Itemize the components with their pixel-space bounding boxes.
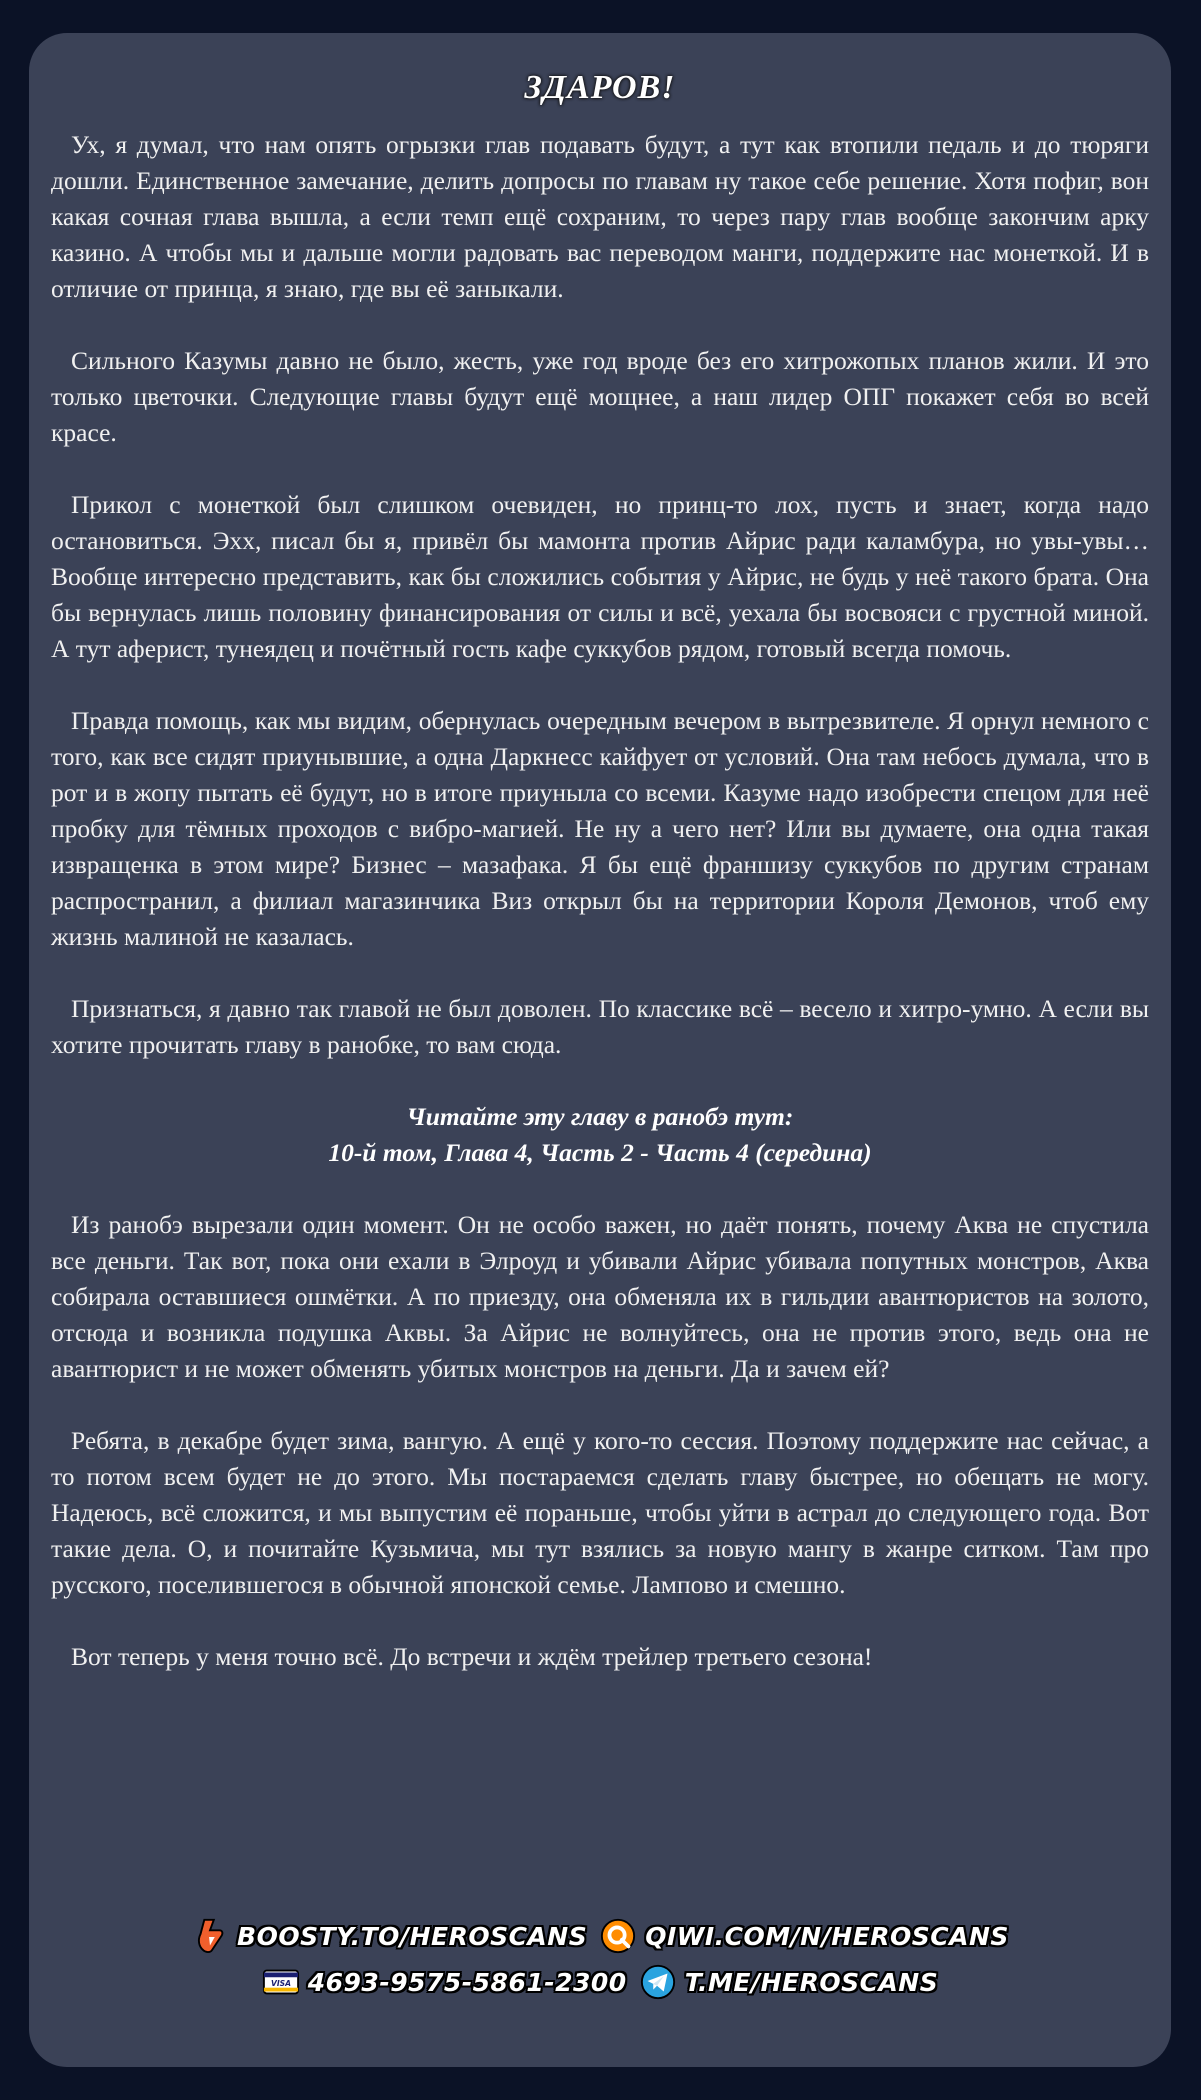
telegram-icon	[639, 1963, 677, 2001]
boosty-link[interactable]	[191, 1917, 587, 1955]
boosty-link-text: BOOSTY.TO/HEROSCANS	[237, 1921, 588, 1951]
notes-card	[29, 33, 1171, 2067]
qiwi-link-text: QIWI.COM/N/HEROSCANS	[645, 1921, 1009, 1951]
paragraph-december: Ребята, в декабре будет зима, вангую. А ещё у кого-то сессия. Поэтому поддержите нас сейчас, а то потом всем будет не до этого. Мы постараемся сделать главу быстрее, но обещать не могу. Надеюсь, всё сложится, и мы выпустим её пораньше, чтобы уйти в астрал до следующего года. Вот такие дела. О, и почитайте Кузьмича, мы тут взялись за новую мангу в жанре ситком. Там про русского, поселившегося в обычной японской семье. Лампово и смешно.	[51, 1426, 1149, 1599]
qiwi-link[interactable]	[599, 1917, 1009, 1955]
paragraph-cut-moment: Из ранобэ вырезали один момент. Он не особо важен, но даёт понять, почему Аква не спустила все деньги. Так вот, пока они ехали в Элроуд и убивали Айрис убивала попутных монстров, Аква собирала оставшиеся ошмётки. А по приезду, она обменяла их в гильдии авантюристов на золото, отсюда и возникла подушка Аквы. За Айрис не волнуйтесь, она не против этого, ведь она не авантюрист и не может обменять убитых монстров на деньги. Да и зачем ей?	[51, 1210, 1149, 1383]
support-links-row-1	[29, 1913, 1171, 1959]
visa-card-number: 4693-9575-5861-2300	[307, 1967, 627, 1997]
boosty-icon	[191, 1917, 229, 1955]
ranobe-reference-line-1: Читайте эту главу в ранобэ тут:	[406, 1102, 794, 1131]
visa-card-icon	[262, 1963, 300, 2001]
paragraph-outro: Вот теперь у меня точно всё. До встречи и ждём трейлер третьего сезона!	[71, 1642, 873, 1671]
paragraph-help: Правда помощь, как мы видим, обернулась очередным вечером в вытрезвителе. Я орнул немного с того, как все сидят приунывшие, а одна Даркнесс кайфует от условий. Она там небось думала, что в рот и в жопу пытать её будут, но в итоге приуныла со всеми. Казуме надо изобрести спецом для неё пробку для тёмных проходов с вибро-магией. Не ну а чего нет? Или вы думаете, она одна такая извращенка в этом мире? Бизнес – мазафака. Я бы ещё франшизу суккубов по другим странам распространил, а филиал магазинчика Виз открыл бы на территории Короля Демонов, чтоб ему жизнь малиной не казалась.	[51, 706, 1149, 951]
paragraph-kazuma: Сильного Казумы давно не было, жесть, уже год вроде без его хитрожопых планов жили. И это только цветочки. Следующие главы будут ещё мощнее, а наш лидер ОПГ покажет себя во всей красе.	[51, 346, 1149, 447]
telegram-link[interactable]	[639, 1963, 939, 2001]
visa-card-link[interactable]	[262, 1963, 627, 2001]
visa-card-icon-label: VISA	[270, 1978, 291, 1988]
page-title: ЗДАРОВ!	[524, 69, 676, 106]
paragraph-verdict: Признаться, я давно так главой не был доволен. По классике всё – весело и хитро-умно. А если вы хотите прочитать главу в ранобке, то вам сюда.	[51, 994, 1149, 1059]
support-links	[29, 1913, 1171, 2005]
support-links-row-2	[29, 1959, 1171, 2005]
telegram-link-text: T.ME/HEROSCANS	[684, 1967, 939, 1997]
qiwi-icon	[599, 1917, 637, 1955]
paragraph-coin: Прикол с монеткой был слишком очевиден, но принц-то лох, пусть и знает, когда надо остановиться. Эхх, писал бы я, привёл бы мамонта против Айрис ради каламбура, но увы-увы… Вообще интересно представить, как бы сложились события у Айрис, не будь у неё такого брата. Она бы вернулась лишь половину финансирования от силы и всё, уехала бы восвояси с грустной миной. А тут аферист, тунеядец и почётный гость кафе суккубов рядом, готовый всегда помочь.	[51, 490, 1149, 663]
ranobe-reference	[51, 1099, 1149, 1171]
ranobe-reference-line-2: 10-й том, Глава 4, Часть 2 - Часть 4 (середина)	[328, 1138, 872, 1167]
paragraph-intro: Ух, я думал, что нам опять огрызки глав подавать будут, а тут как втопили педаль и до тюряги дошли. Единственное замечание, делить допросы по главам ну такое себе решение. Хотя пофиг, вон какая сочная глава вышла, а если темп ещё сохраним, то через пару глав вообще закончим арку казино. А чтобы мы и дальше могли радовать вас переводом манги, поддержите нас монеткой. И в отличие от принца, я знаю, где вы её заныкали.	[51, 130, 1149, 303]
